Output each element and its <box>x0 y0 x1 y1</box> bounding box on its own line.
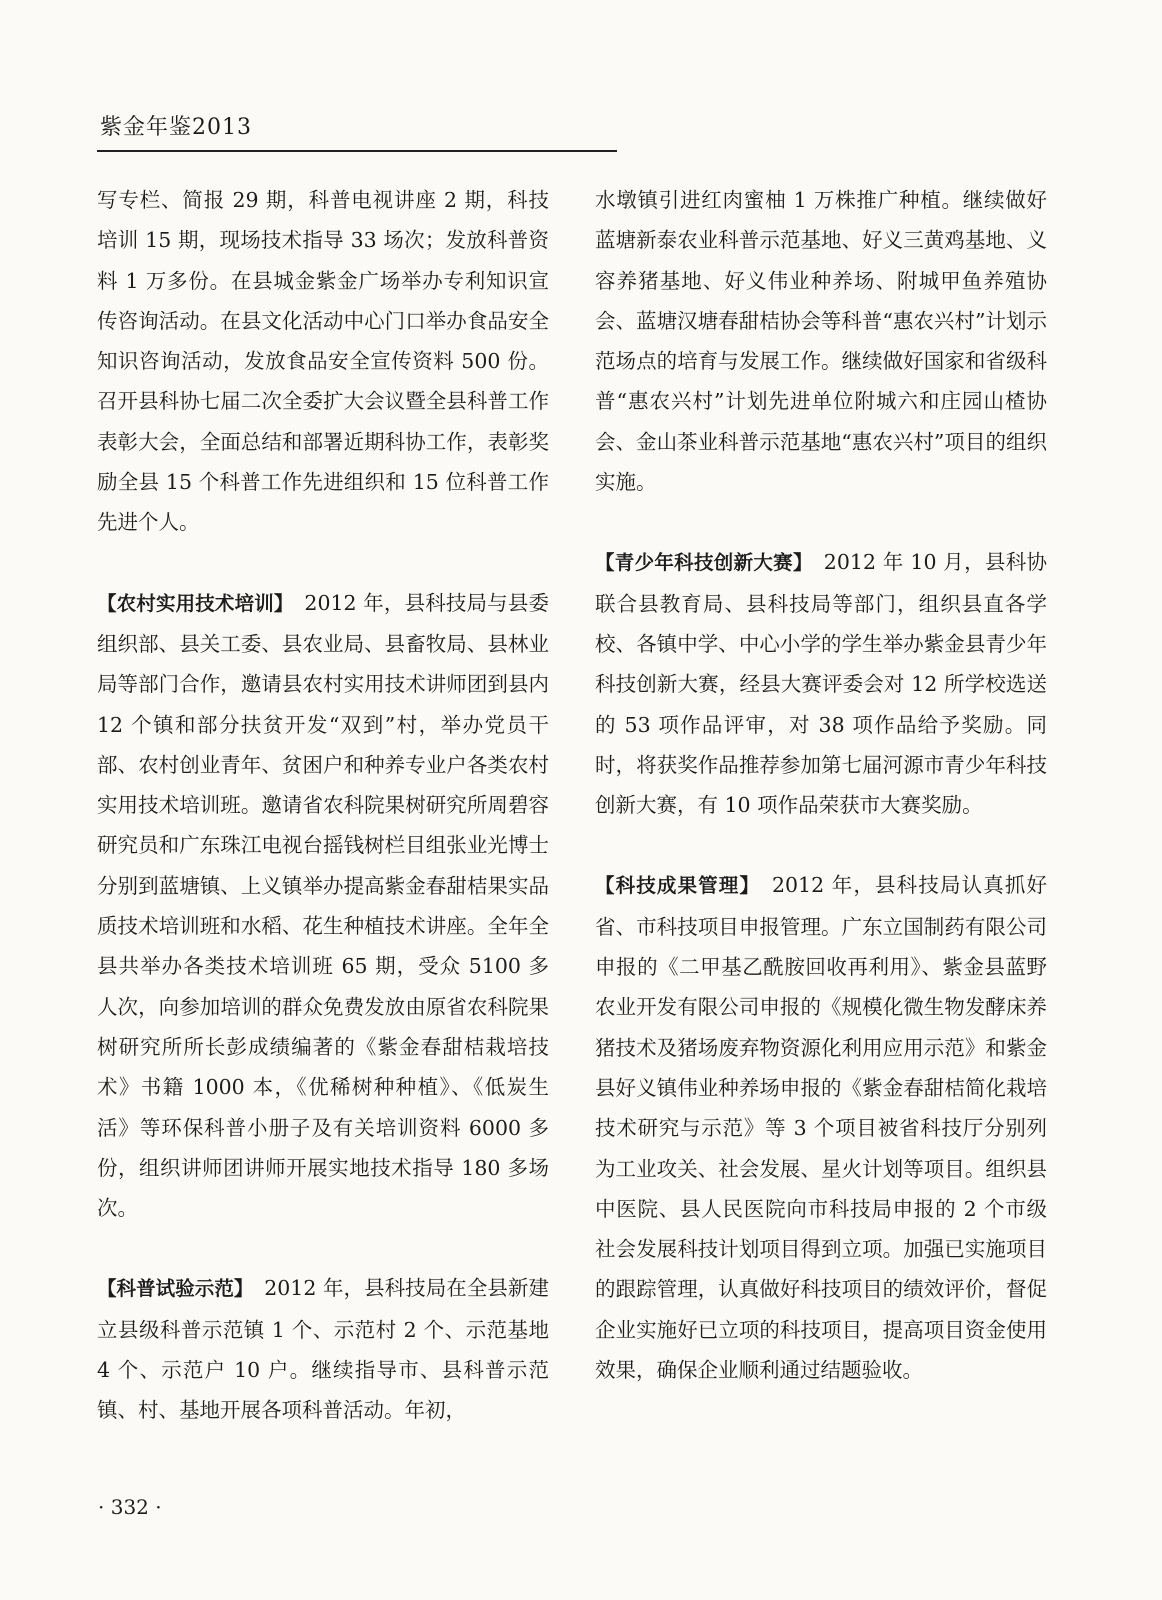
header-rule <box>97 150 617 152</box>
left-column <box>97 180 549 1431</box>
science-demo-body: 2012 年，县科技局在全县新建立县级科普示范镇 1 个、示范村 2 个、示范基地 4 个、示范户 10 户。继续指导市、县科普示范镇、村、基地开展各项科普活动。年初， <box>97 1276 549 1423</box>
paragraph-gap <box>595 502 1047 542</box>
tech-achievement-heading: 【科技成果管理】 <box>595 874 751 898</box>
paragraph-gap <box>97 543 549 583</box>
paragraph-gap <box>97 1228 549 1268</box>
youth-innovation-heading: 【青少年科技创新大赛】 <box>595 551 804 575</box>
tech-achievement-body: 2012 年，县科技局认真抓好省、市科技项目申报管理。广东立国制药有限公司申报的《二甲基乙酰胺回收再利用》、紫金县蓝野农业开发有限公司申报的《规模化微生物发酵床养猪技术及猪场废弃物资源化利用应用示范》和紫金县好义镇伟业种养场申报的《紫金春甜桔简化栽培技术研究与示范》等 3 个项目被省科技厅分别列为工业攻关、社会发展、星火计划等项目。组织县中医院、县人民医院向市科技局申报的 2 个市级社会发展科技计划项目得到立项。加强已实施项目的跟踪管理，认真做好科技项目的绩效评价，督促企业实施好已立项的科技项目，提高项目资金使用效果，确保企业顺利通过结题验收。 <box>595 873 1047 1383</box>
rural-training-body: 2012 年，县科技局与县委组织部、县关工委、县农业局、县畜牧局、县林业局等部门合作，邀请县农村实用技术讲师团到县内 12 个镇和部分扶贫开发“双到”村，举办党员干部、农村创业青年、贫困户和种养专业户各类农村实用技术培训班。邀请省农科院果树研究所周碧容研究员和广东珠江电视台摇钱树栏目组张业光博士分别到蓝塘镇、上义镇举办提高紫金春甜桔果实品质技术培训班和水稻、花生种植技术讲座。全年全县共举办各类技术培训班 65 期，受众 5100 多人次，向参加培训的群众免费发放由原省农科院果树研究所所长彭成绩编著的《紫金春甜桔栽培技术》书籍 1000 本，《优稀树种种植》、《低炭生活》等环保科普小册子及有关培训资料 6000 多份，组织讲师团讲师开展实地技术指导 180 多场次。 <box>97 590 549 1221</box>
rural-training-paragraph <box>97 583 549 1229</box>
right-intro-paragraph: 水墩镇引进红肉蜜柚 1 万株推广种植。继续做好蓝塘新泰农业科普示范基地、好义三黄鸡基地、义容养猪基地、好义伟业种养场、附城甲鱼养殖协会、蓝塘汉塘春甜桔协会等科普“惠农兴村”计划示范场点的培育与发展工作。继续做好国家和省级科普“惠农兴村”计划先进单位附城六和庄园山楂协会、金山茶业科普示范基地“惠农兴村”项目的组织实施。 <box>595 188 1047 495</box>
right-column <box>595 180 1047 1390</box>
running-header-title: 紫金年鉴2013 <box>100 115 252 140</box>
youth-innovation-body: 2012 年 10 月，县科协联合县教育局、县科技局等部门，组织县直各学校、各镇中学、中心小学的学生举办紫金县青少年科技创新大赛，经县大赛评委会对 12 所学校选送的 53 项作品评审，对 38 项作品给予奖励。同时，将获奖作品推荐参加第七届河源市青少年科技创新大赛，有 10 项作品荣获市大赛奖励。 <box>595 550 1047 818</box>
page-number: · 332 · <box>98 1495 162 1519</box>
paragraph-gap <box>595 825 1047 865</box>
rural-training-heading: 【农村实用技术培训】 <box>97 591 284 615</box>
science-demo-heading: 【科普试验示范】 <box>97 1277 244 1301</box>
youth-innovation-paragraph <box>595 542 1047 825</box>
left-intro-paragraph: 写专栏、简报 29 期，科普电视讲座 2 期，科技培训 15 期，现场技术指导 33 场次；发放科普资料 1 万多份。在县城金紫金广场举办专利知识宣传咨询活动。在县文化活动中心门口举办食品安全知识咨询活动，发放食品安全宣传资料 500 份。召开县科协七届二次全委扩大会议暨全县科普工作表彰大会，全面总结和部署近期科协工作，表彰奖励全县 15 个科普工作先进组织和 15 位科普工作先进个人。 <box>97 188 549 535</box>
science-demo-paragraph <box>97 1268 549 1430</box>
tech-achievement-paragraph <box>595 865 1047 1390</box>
